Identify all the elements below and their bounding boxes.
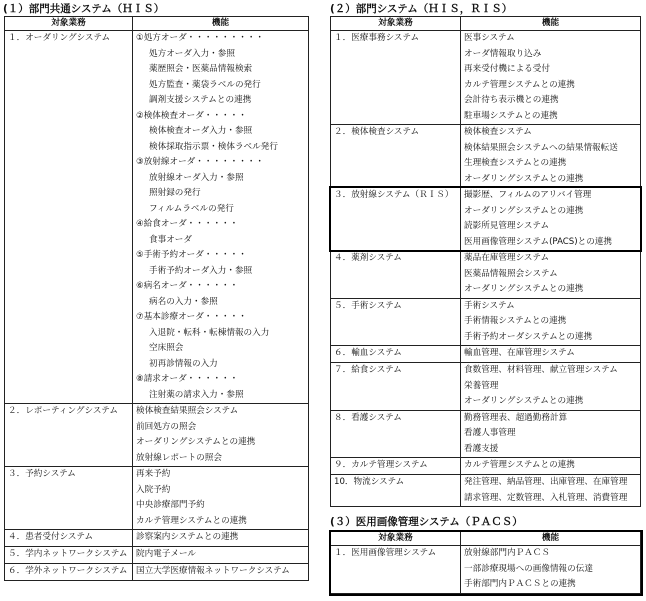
table-row: [331, 251, 641, 299]
function-item: ⑧請求オーダ・・・・・・: [136, 374, 239, 384]
function-item: 検体検査システム: [464, 127, 532, 137]
function-cell: [133, 530, 309, 547]
task-cell: ３．放射線システム（ＲＩＳ）: [331, 188, 461, 251]
function-cell: [461, 298, 641, 346]
function-item: 看護支援: [464, 443, 499, 454]
function-item: カルテ管理システムとの連携: [136, 515, 247, 526]
function-item: 検体採取指示票・検体ラベル発行: [149, 141, 278, 152]
table-row: [5, 564, 309, 581]
function-item: 読影所見管理システム: [464, 221, 550, 231]
function-item: ①処方オーダ・・・・・・・・・: [136, 33, 265, 43]
table-row: [331, 298, 641, 346]
function-item: 食事オーダ: [149, 234, 192, 245]
function-item: 検体結果照会システムへの結果情報転送: [464, 142, 618, 153]
function-item: カルテ管理システムとの連携: [464, 79, 575, 90]
table-header-row: [331, 532, 641, 546]
function-item: 看護人事管理: [464, 428, 516, 438]
function-item: 医用画像管理システム(PACS)との連携: [464, 236, 612, 247]
function-item: 入退院・転科・転棟情報の入力: [149, 327, 270, 338]
table-row: [331, 458, 641, 475]
section-title-his-ris: (２）部門システム（ＨＩＳ，ＲＩＳ）: [330, 3, 513, 15]
table-row: [331, 410, 641, 458]
table-header-row: [5, 17, 309, 31]
table-row: [331, 188, 641, 251]
function-cell: [461, 363, 641, 411]
function-item: 会計待ち表示機との連携: [464, 95, 559, 105]
function-item: オーダリングシステムとの連携: [136, 437, 256, 447]
function-item: 医薬品情報照会システム: [464, 268, 558, 279]
function-item: 入院予約: [136, 484, 171, 495]
function-item: ③放射線オーダ・・・・・・・・: [136, 157, 265, 167]
function-item: 検体検査結果照会システム: [136, 406, 239, 416]
function-cell: [461, 251, 641, 299]
table-row: [331, 363, 641, 411]
task-cell: ７．給食システム: [331, 363, 461, 411]
task-cell: ２．検体検査システム: [331, 125, 461, 188]
function-item: 院内電子メール: [136, 549, 196, 559]
table-row: [331, 125, 641, 188]
task-cell: １．医療事務システム: [331, 31, 461, 125]
column-header-task: 対象業務: [331, 17, 461, 31]
function-item: 発注管理、納品管理、出庫管理、在庫管理: [464, 477, 628, 487]
table-row: [331, 346, 641, 363]
function-item: 放射線レポートの照会: [136, 452, 222, 463]
table-row: [5, 467, 309, 530]
function-item: 前回処方の照会: [136, 421, 197, 432]
function-item: ⑤手術予約オーダ・・・・・: [136, 250, 247, 260]
function-cell: [133, 564, 309, 581]
function-item: ⑥病名オーダ・・・・・・: [136, 281, 239, 291]
function-item: オーダリングシステムとの連携: [464, 205, 584, 216]
function-item: 処方オーダ入力・参照: [149, 48, 235, 59]
function-item: 再来予約: [136, 469, 171, 479]
task-cell: ８．看護システム: [331, 410, 461, 458]
table-row: [5, 31, 309, 404]
function-item: 注射薬の請求入力・参照: [149, 389, 244, 400]
section-title-pacs: (３）医用画像管理システム（ＰＡＣＳ）: [330, 516, 523, 528]
task-cell: ４．患者受付システム: [5, 530, 133, 547]
function-item: 食数管理、材料管理、献立管理システム: [464, 365, 618, 375]
task-cell: ３．予約システム: [5, 467, 133, 530]
function-cell: [133, 467, 309, 530]
function-cell: [461, 546, 641, 594]
function-item: 撮影歴、フィルムのアリバイ管理: [464, 190, 592, 200]
function-item: 国立大学医療情報ネットワークシステム: [136, 566, 290, 576]
task-cell: ４．薬剤システム: [331, 251, 461, 299]
task-cell: ９．カルテ管理システム: [331, 458, 461, 475]
function-item: 処方監査・薬袋ラベルの発行: [149, 79, 261, 90]
function-item: 手術予約オーダ入力・参照: [149, 265, 253, 276]
function-item: 薬品在庫管理システム: [464, 253, 550, 263]
function-cell: [461, 458, 641, 475]
function-item: 照射録の発行: [149, 188, 201, 198]
column-header-function: 機能: [133, 17, 309, 31]
table-row: [331, 31, 641, 125]
function-cell: [133, 31, 309, 404]
function-item: 輸血管理、在庫管理システム: [464, 348, 575, 358]
function-cell: [461, 188, 641, 251]
function-cell: [133, 547, 309, 564]
function-item: 医事システム: [464, 33, 515, 43]
task-cell: ５．学内ネットワークシステム: [5, 547, 133, 564]
task-cell: ５．手術システム: [331, 298, 461, 346]
function-item: 調剤支援システムとの連携: [149, 95, 252, 105]
column-header-function: 機能: [461, 17, 641, 31]
function-item: オーダリングシステムとの連携: [464, 396, 584, 406]
column-header-task: 対象業務: [331, 532, 461, 546]
column-header-task: 対象業務: [5, 17, 133, 31]
function-item: 栄養管理: [464, 380, 499, 391]
section-title-his: (１）部門共通システム（ＨＩＳ）: [3, 3, 165, 15]
system-table-pacs: [330, 531, 641, 594]
function-item: 手術情報システムとの連携: [464, 316, 567, 326]
task-cell: ６．学外ネットワークシステム: [5, 564, 133, 581]
table-row: [331, 475, 641, 507]
table-row: [5, 547, 309, 564]
function-item: 空床照会: [149, 343, 184, 353]
function-cell: [133, 404, 309, 467]
function-item: 生理検査システムとの連携: [464, 158, 567, 168]
table-header-row: [331, 17, 641, 31]
function-item: オーダリングシステムとの連携: [464, 284, 584, 294]
function-item: フィルムラベルの発行: [149, 203, 234, 214]
function-cell: [461, 475, 641, 507]
function-item: 初再診情報の入力: [149, 358, 218, 369]
function-item: 手術システム: [464, 300, 515, 311]
system-table-his: [4, 16, 309, 581]
task-cell: ６．輸血システム: [331, 346, 461, 363]
function-cell: [461, 346, 641, 363]
function-item: 手術予約オーダシステムとの連携: [464, 331, 593, 342]
task-cell: １．医用画像管理システム: [331, 546, 461, 594]
function-item: 診察案内システムとの連携: [136, 532, 239, 542]
function-item: 放射線部門内ＰＡＣＳ: [464, 548, 550, 558]
function-item: 病名の入力・参照: [149, 296, 218, 307]
function-item: 勤務管理表、超過勤務計算: [464, 412, 568, 423]
function-item: 手術部門内ＰＡＣＳとの連携: [464, 579, 576, 589]
task-cell: 10．物流システム: [331, 475, 461, 507]
function-item: オーダ情報取り込み: [464, 48, 542, 59]
function-item: 薬歴照会・医薬品情報検索: [149, 64, 253, 74]
function-item: 請求管理、定数管理、入札管理、消費管理: [464, 492, 628, 503]
function-cell: [461, 31, 641, 125]
function-cell: [461, 125, 641, 188]
function-item: オーダリングシステムとの連携: [464, 173, 584, 184]
function-item: 中央診療部門予約: [136, 500, 205, 510]
task-cell: ２．レポーティングシステム: [5, 404, 133, 467]
column-header-function: 機能: [461, 532, 641, 546]
function-item: 駐車場システムとの連携: [464, 110, 558, 121]
function-item: ⑦基本診療オーダ・・・・・: [136, 312, 247, 322]
system-table-his-ris: [330, 16, 641, 507]
task-cell: １．オーダリングシステム: [5, 31, 133, 404]
table-row: [5, 530, 309, 547]
function-item: 放射線オーダ入力・参照: [149, 172, 244, 183]
function-item: カルテ管理システムとの連携: [464, 460, 575, 470]
function-item: 一部診療現場への画像情報の伝達: [464, 563, 593, 574]
table-row: [331, 546, 641, 594]
function-item: ④給食オーダ・・・・・・: [136, 219, 239, 229]
function-cell: [461, 410, 641, 458]
function-item: 検体検査オーダ入力・参照: [149, 126, 253, 136]
function-item: ②検体検査オーダ・・・・・: [136, 110, 247, 121]
table-row: [5, 404, 309, 467]
function-item: 再来受付機による受付: [464, 64, 550, 74]
